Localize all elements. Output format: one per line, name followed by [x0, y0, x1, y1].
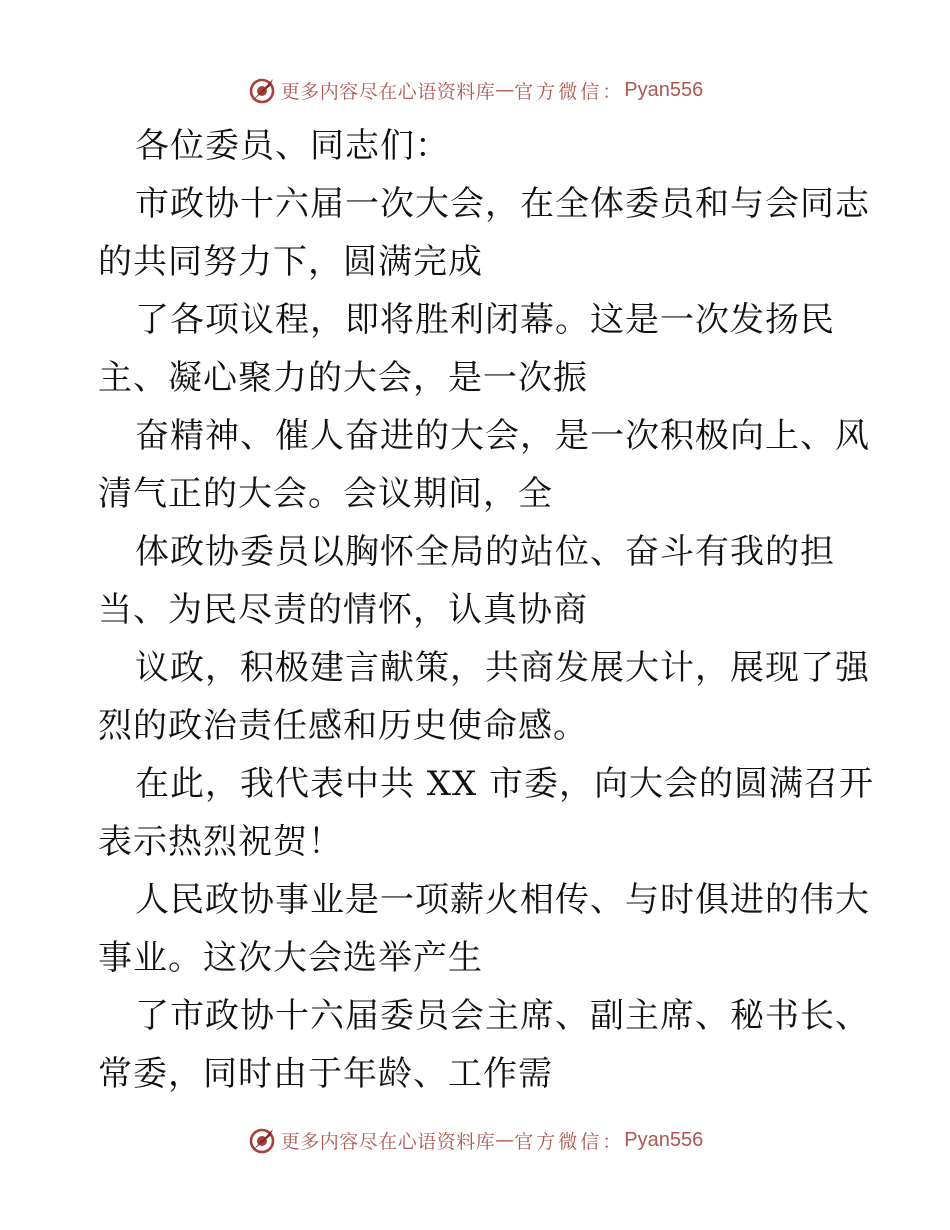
- body-line: 了市政协十六届委员会主席、副主席、秘书长、: [135, 996, 870, 1036]
- banner-sub-text: 官方微信：: [514, 1130, 625, 1153]
- body-line: 体政协委员以胸怀全局的站位、奋斗有我的担: [135, 532, 835, 572]
- body-line: 的共同努力下，圆满完成: [98, 242, 483, 282]
- body-line: 主、凝心聚力的大会，是一次振: [98, 358, 588, 398]
- banner-wechat-id: Pyan556: [624, 78, 704, 101]
- banner-sub-text: 官方微信：: [514, 80, 625, 103]
- banner-main-text: 更多内容尽在心语资料库: [280, 80, 496, 103]
- body-line: 当、为民尽责的情怀，认真协商: [98, 590, 588, 630]
- body-line: 市政协十六届一次大会，在全体委员和与会同志: [135, 184, 870, 224]
- quill-circle-logo-icon: [247, 75, 277, 105]
- banner-main-text: 更多内容尽在心语资料库: [280, 1130, 496, 1153]
- body-line: 了各项议程，即将胜利闭幕。这是一次发扬民: [135, 300, 835, 340]
- body-line: 常委，同时由于年龄、工作需: [98, 1054, 553, 1094]
- header-banner: [0, 70, 950, 110]
- body-line: 奋精神、催人奋进的大会，是一次积极向上、风: [135, 416, 870, 456]
- body-line: 人民政协事业是一项薪火相传、与时俱进的伟大: [135, 880, 870, 920]
- body-line: 议政，积极建言献策，共商发展大计，展现了强: [135, 648, 870, 688]
- body-line: 事业。这次大会选举产生: [98, 938, 483, 978]
- banner-wechat-id: Pyan556: [624, 1128, 704, 1151]
- banner-separator: —: [495, 79, 515, 101]
- body-line: 表示热烈祝贺！: [98, 822, 343, 862]
- body-line: 在此，我代表中共 XX 市委，向大会的圆满召开: [135, 764, 875, 804]
- footer-banner: [0, 1120, 950, 1160]
- body-line: 清气正的大会。会议期间，全: [98, 474, 553, 514]
- document-body: [98, 117, 875, 1103]
- banner-separator: —: [495, 1129, 515, 1151]
- quill-circle-logo-icon: [247, 1125, 277, 1155]
- body-line: 烈的政治责任感和历史使命感。: [98, 706, 588, 746]
- body-line: 各位委员、同志们：: [135, 126, 450, 166]
